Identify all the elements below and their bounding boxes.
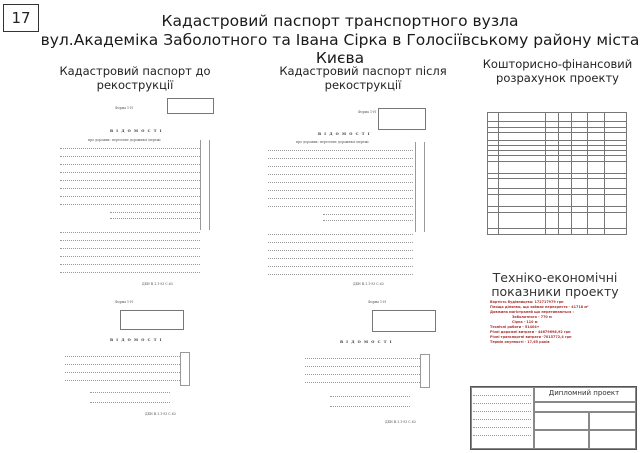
after-form-upper	[258, 98, 426, 288]
tep-item: Річні транспортні витрати -7015772,4 грн	[490, 335, 572, 339]
footer-code: ДБН В.1.1-93 С.63	[142, 282, 173, 286]
about-text: про дорожнь: пересічне дорожньої мережі	[88, 138, 161, 142]
footer-code-after-lower: ДБН В.1.1-93 С.63	[385, 420, 416, 424]
footer-code-after: ДБН В.1.1-93 С.63	[353, 282, 384, 286]
tep-item: Вартість будівництва: 172717979 грн	[490, 300, 564, 304]
page-title-line1: Кадастровий паспорт транспортного вузла	[161, 12, 519, 30]
tep-item: Річні дорожні витрати - 44679698,92 грн	[490, 330, 571, 334]
form-label-lower: Форма 1-Н	[115, 300, 133, 304]
before-form-upper	[50, 98, 210, 288]
header-box-after-lower	[372, 310, 436, 332]
vidomosti-heading-lower: В І Д О М О С Т І	[110, 338, 163, 342]
tep-item: Заболотного - 770 м	[512, 315, 552, 319]
form-label: Форма 1-Н	[115, 106, 133, 110]
estimate-table	[487, 112, 627, 235]
header-box	[167, 98, 214, 114]
vidomosti-heading-after-lower: В І Д О М О С Т І	[340, 340, 393, 344]
sheet-number: 17	[3, 4, 39, 32]
tep-title-line1: Техніко-економічні	[492, 270, 618, 285]
page-title-line2: вул.Академіка Заболотного та Івана Сірка в Голосіївському району міста Києва	[40, 31, 640, 67]
title-block-stamp	[470, 386, 637, 450]
after-heading: Кадастровий паспорт після рекострукції	[279, 64, 447, 92]
estimate-heading-line2: розрахунок проекту	[496, 71, 619, 85]
tep-title-line2: показники проекту	[491, 284, 619, 299]
estimate-heading-line1: Кошторисно-фінансовий	[482, 57, 633, 71]
vidomosti-heading-after: В І Д О М О С Т І	[318, 132, 371, 136]
tep-item: Технічні роботи - 51404+	[490, 325, 540, 329]
form-label-after: Форма 1-Н	[358, 110, 376, 114]
tep-item: Сірка - 110 м	[512, 320, 538, 324]
tep-item: Термін окупності - 17,65 років	[490, 340, 550, 344]
about-text-after: про дорожнь: пересічне дорожньої мережі	[296, 140, 369, 144]
footer-code-lower: ДБН В.1.1-93 С.63	[145, 412, 176, 416]
after-form-lower	[300, 298, 440, 428]
stamp-title: Дипломний проект	[548, 389, 620, 397]
form-label-after-lower: Форма 1-Н	[368, 300, 386, 304]
before-heading: Кадастровий паспорт до рекострукції	[59, 64, 211, 92]
tep-item: Площа ділянки, що займає перехрестя - 41718 м²	[490, 305, 589, 309]
tep-item: Довжина магістралей що перетинаються :	[490, 310, 574, 314]
before-form-lower	[60, 298, 200, 418]
header-box-after	[378, 108, 426, 130]
vidomosti-heading: В І Д О М О С Т І	[110, 129, 163, 133]
header-box-lower	[120, 310, 184, 330]
